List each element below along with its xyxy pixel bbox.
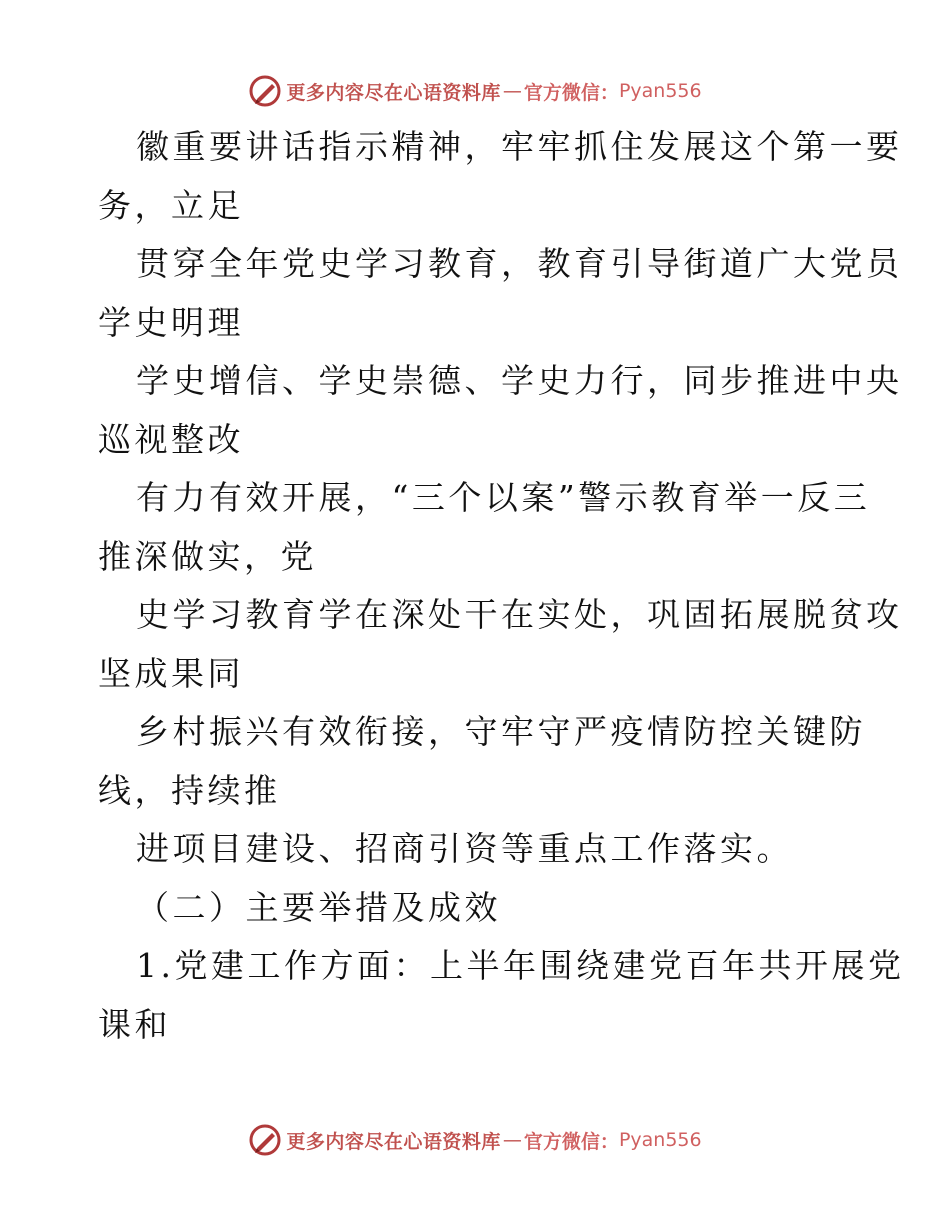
text-line: 线，持续推 [98, 770, 281, 810]
text-line: 1.党建工作方面：上半年围绕建党百年共开展党 [136, 946, 905, 985]
watermark-text: 更多内容尽在心语资料库 [286, 1130, 501, 1153]
watermark-separator: — [502, 80, 522, 102]
text-line: 务，立足 [98, 185, 244, 225]
watermark-wechat-label: 官方微信： [523, 1130, 619, 1153]
footer-watermark [0, 1120, 950, 1160]
pen-logo-icon [248, 74, 282, 108]
text-line: 学史增信、学史崇德、学史力行，同步推进中央 [136, 361, 903, 400]
text-line: 课和 [98, 1004, 171, 1044]
text-line: 贯穿全年党史学习教育，教育引导街道广大党员 [136, 244, 903, 283]
watermark-separator: — [502, 1129, 522, 1151]
document-body [98, 118, 905, 1054]
text-line: 推深做实，党 [98, 536, 317, 576]
section-heading: （二）主要举措及成效 [136, 887, 501, 927]
text-line: 进项目建设、招商引资等重点工作落实。 [136, 829, 793, 868]
header-watermark [0, 71, 950, 111]
watermark-wechat-id: Pyan556 [618, 80, 702, 102]
text-line: 史学习教育学在深处干在实处，巩固拓展脱贫攻 [136, 595, 903, 634]
watermark-text: 更多内容尽在心语资料库 [286, 81, 501, 104]
text-line: 坚成果同 [98, 653, 244, 693]
text-line: 徽重要讲话指示精神，牢牢抓住发展这个第一要 [136, 127, 903, 166]
text-line: 有力有效开展，“三个以案”警示教育举一反三 [136, 478, 871, 517]
text-line: 学史明理 [98, 302, 244, 342]
watermark-wechat-id: Pyan556 [618, 1129, 702, 1151]
pen-logo-icon [248, 1123, 282, 1157]
text-line: 巡视整改 [98, 419, 244, 459]
text-line: 乡村振兴有效衔接，守牢守严疫情防控关键防 [136, 712, 866, 751]
watermark-wechat-label: 官方微信： [523, 81, 619, 104]
